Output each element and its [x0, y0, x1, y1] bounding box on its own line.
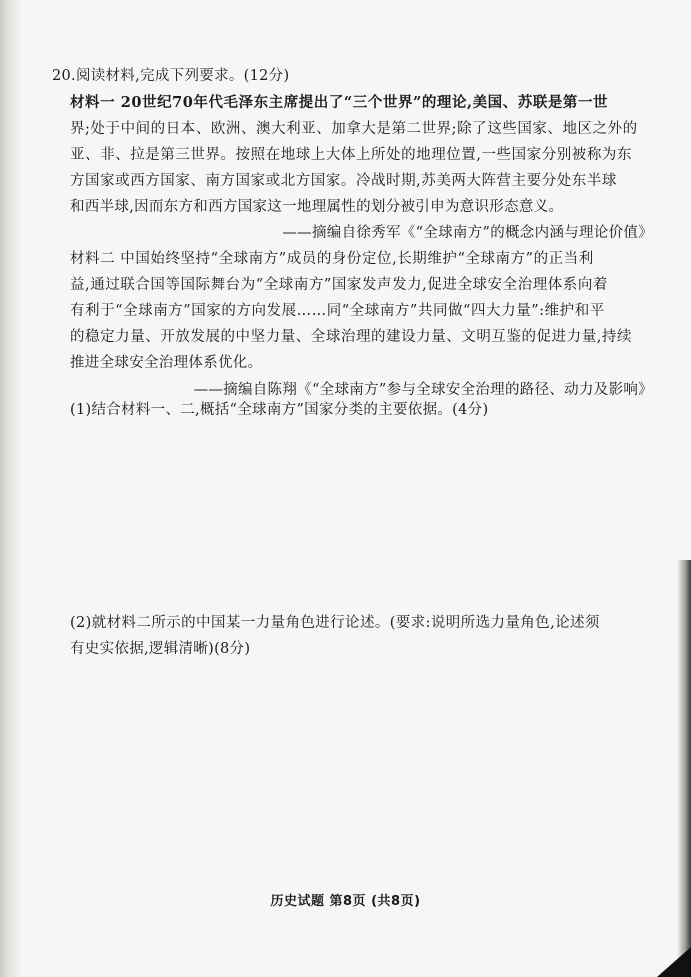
material-2-line: 材料二 中国始终坚持“全球南方”成员的身份定位,长期维护“全球南方”的正当利 [70, 251, 594, 267]
material-1-line: 界;处于中间的日本、欧洲、澳大利亚、加拿大是第二世界;除了这些国家、地区之外的 [70, 121, 638, 137]
material-2-source: ——摘编自陈翔《“全球南方”参与全球安全治理的路径、动力及影响》 [193, 382, 653, 398]
material-1-line: 和西半球,因而东方和西方国家这一地理属性的划分被引申为意识形态意义。 [70, 199, 564, 215]
material-1-line: 材料一 20世纪70年代毛泽东主席提出了“三个世界”的理论,美国、苏联是第一世 [70, 94, 609, 111]
material-1-line: 亚、非、拉是第三世界。按照在地球上大体上所处的地理位置,一些国家分别被称为东 [70, 147, 633, 163]
material-2-line: 推进全球安全治理体系优化。 [70, 355, 263, 371]
material-1-line: 方国家或西方国家、南方国家或北方国家。冷战时期,苏美两大阵营主要分处东半球 [70, 173, 617, 189]
material-2-line: 的稳定力量、开放发展的中坚力量、全球治理的建设力量、文明互鉴的促进力量,持续 [70, 329, 633, 345]
sub-question-2-line-1: (2)就材料二所示的中国某一力量角色进行论述。(要求:说明所选力量角色,论述须 [70, 615, 600, 631]
material-1-source: ——摘编自徐秀军《“全球南方”的概念内涵与理论价值》 [282, 225, 653, 241]
page-footer: 历史试题 第8页 (共8页) [270, 894, 421, 909]
material-2-line: 有利于“全球南方”国家的方向发展……同“全球南方”共同做“四大力量”:维护和平 [70, 303, 605, 319]
question-heading: 20.阅读材料,完成下列要求。(12分) [52, 68, 290, 84]
sub-question-1: (1)结合材料一、二,概括“全球南方”国家分类的主要依据。(4分) [70, 402, 489, 418]
sub-question-2-line-2: 有史实依据,逻辑清晰)(8分) [70, 641, 251, 657]
material-2-line: 益,通过联合国等国际舞台为“全球南方”国家发声发力,促进全球安全治理体系向着 [70, 277, 608, 293]
